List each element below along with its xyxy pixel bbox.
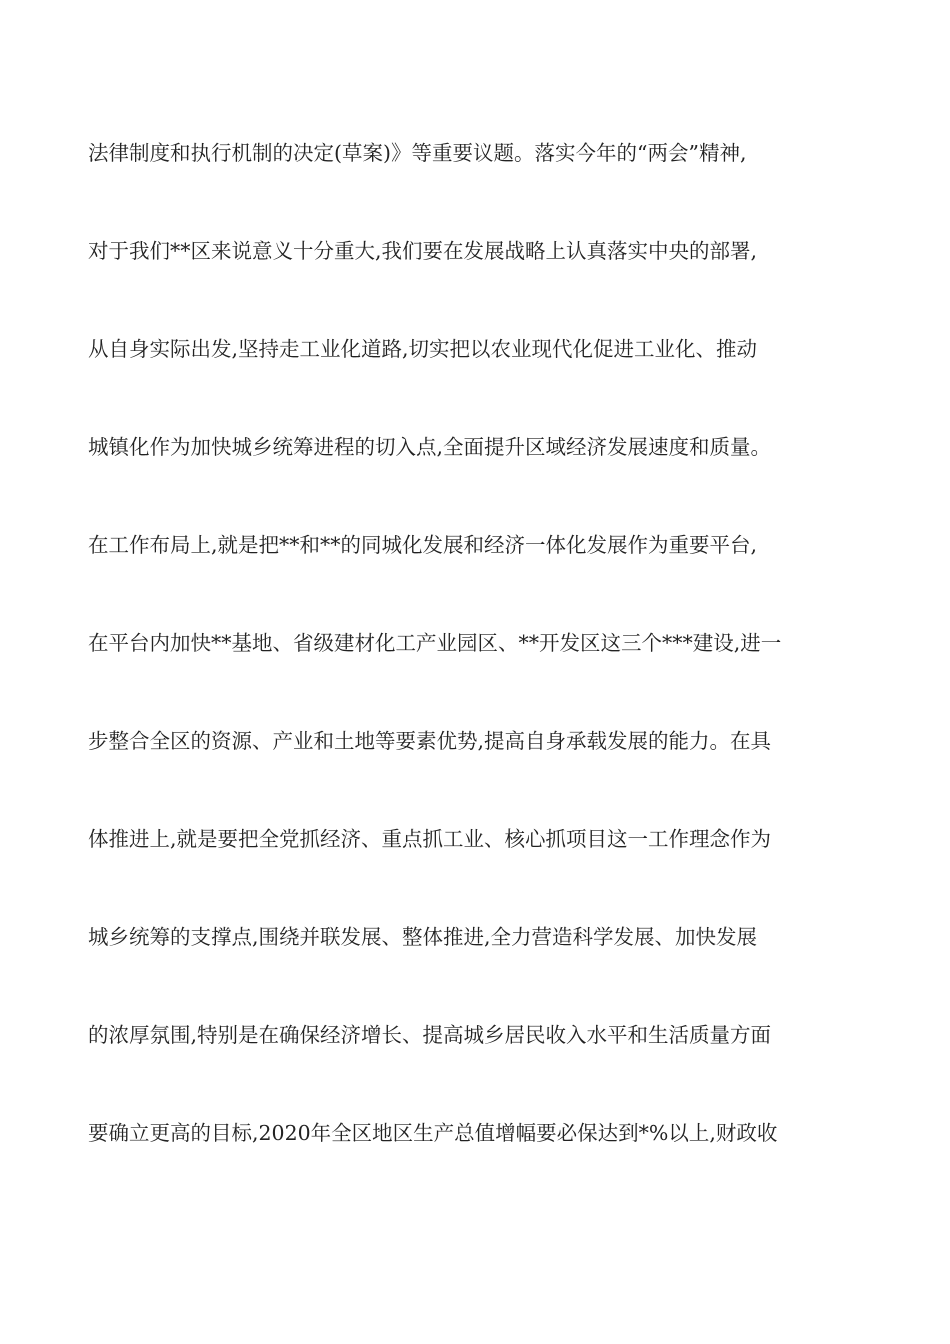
text-line: 在工作布局上,就是把**和**的同城化发展和经济一体化发展作为重要平台, (88, 533, 758, 557)
text-line: 要确立更高的目标,2020年全区地区生产总值增幅要必保达到*%以上,财政收 (88, 1121, 778, 1145)
text-line: 城镇化作为加快城乡统筹进程的切入点,全面提升区域经济发展速度和质量。 (88, 435, 772, 459)
text-line: 步整合全区的资源、产业和土地等要素优势,提高自身承载发展的能力。在具 (88, 729, 772, 753)
text-line: 体推进上,就是要把全党抓经济、重点抓工业、核心抓项目这一工作理念作为 (88, 827, 772, 851)
text-line: 从自身实际出发,坚持走工业化道路,切实把以农业现代化促进工业化、推动 (88, 337, 758, 361)
body-text (88, 128, 860, 1206)
text-line: 法律制度和执行机制的决定(草案)》等重要议题。落实今年的“两会”精神, (88, 141, 747, 165)
text-line: 的浓厚氛围,特别是在确保经济增长、提高城乡居民收入水平和生活质量方面 (88, 1023, 772, 1047)
text-line: 在平台内加快**基地、省级建材化工产业园区、**开发区这三个***建设,进一 (88, 631, 782, 655)
text-line: 对于我们**区来说意义十分重大,我们要在发展战略上认真落实中央的部署, (88, 239, 758, 263)
text-line: 城乡统筹的支撑点,围绕并联发展、整体推进,全力营造科学发展、加快发展 (88, 925, 758, 949)
